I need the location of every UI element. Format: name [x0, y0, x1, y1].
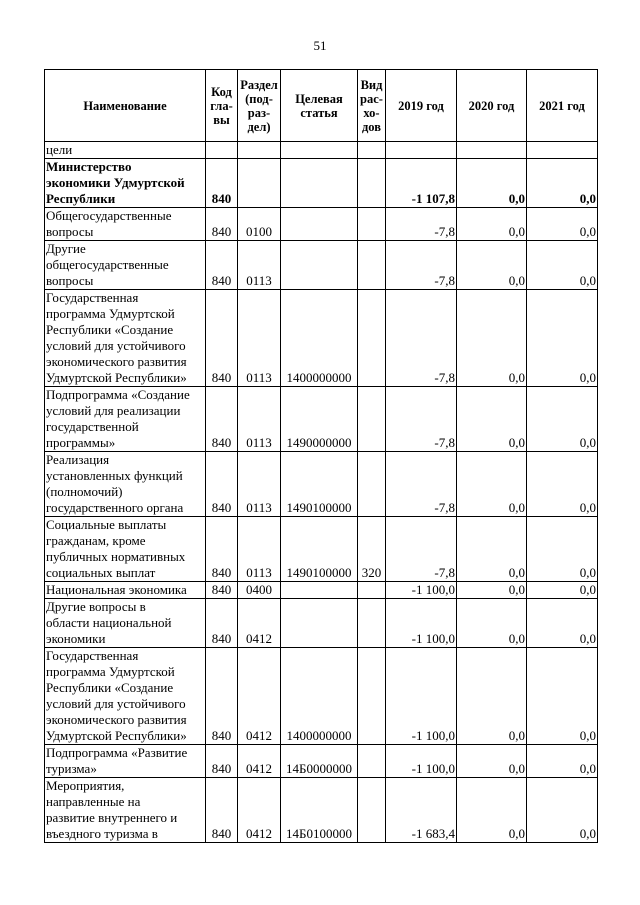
row-name-line: Республики «Создание	[46, 322, 174, 337]
cell-section: 0113	[238, 387, 281, 452]
cell-2021	[527, 142, 598, 159]
cell-2020: 0,0	[457, 648, 527, 745]
cell-2019: -1 100,0	[386, 582, 457, 599]
row-name-line: Подпрограмма «Создание	[46, 387, 190, 402]
cell-2021: 0,0	[527, 159, 598, 208]
row-name-line: Другие вопросы в	[46, 599, 146, 614]
cell-target: 1490100000	[281, 517, 358, 582]
cell-2021: 0,0	[527, 778, 598, 843]
table-row	[45, 517, 598, 582]
row-name-line: вопросы	[46, 224, 94, 239]
table-row	[45, 290, 598, 387]
cell-2019: -7,8	[386, 387, 457, 452]
row-name-line: Министерство	[46, 159, 132, 174]
cell-target: 1490100000	[281, 452, 358, 517]
cell-section: 0412	[238, 599, 281, 648]
cell-2019: -7,8	[386, 290, 457, 387]
cell-2019: -7,8	[386, 452, 457, 517]
cell-target	[281, 582, 358, 599]
cell-2020: 0,0	[457, 517, 527, 582]
cell-expense	[358, 241, 386, 290]
cell-expense	[358, 452, 386, 517]
cell-expense	[358, 159, 386, 208]
cell-2021: 0,0	[527, 208, 598, 241]
cell-code: 840	[206, 648, 238, 745]
cell-expense	[358, 599, 386, 648]
cell-section: 0113	[238, 452, 281, 517]
cell-2019	[386, 142, 457, 159]
row-name-line: развитие внутреннего и	[46, 810, 178, 825]
cell-2021: 0,0	[527, 648, 598, 745]
cell-2021: 0,0	[527, 387, 598, 452]
row-name	[45, 159, 206, 208]
row-name-line: Подпрограмма «Развитие	[46, 745, 188, 760]
cell-2021: 0,0	[527, 599, 598, 648]
cell-section	[238, 142, 281, 159]
cell-2020: 0,0	[457, 745, 527, 778]
cell-2019: -7,8	[386, 241, 457, 290]
row-name	[45, 648, 206, 745]
cell-code	[206, 142, 238, 159]
cell-2021: 0,0	[527, 241, 598, 290]
row-name-line: въездного туризма в	[46, 826, 158, 841]
cell-2021: 0,0	[527, 582, 598, 599]
cell-section: 0113	[238, 241, 281, 290]
cell-section: 0412	[238, 648, 281, 745]
cell-2019: -1 683,4	[386, 778, 457, 843]
cell-expense	[358, 290, 386, 387]
cell-section: 0100	[238, 208, 281, 241]
row-name-line: Общегосударственные	[46, 208, 172, 223]
cell-code: 840	[206, 582, 238, 599]
header-2020: 2020 год	[457, 70, 527, 142]
row-name	[45, 599, 206, 648]
row-name	[45, 745, 206, 778]
cell-2020: 0,0	[457, 778, 527, 843]
cell-code: 840	[206, 599, 238, 648]
row-name-line: Другие	[46, 241, 86, 256]
cell-expense	[358, 582, 386, 599]
row-name-line: экономического развития	[46, 712, 187, 727]
row-name-line: экономики	[46, 631, 106, 646]
table-row	[45, 241, 598, 290]
cell-2021: 0,0	[527, 517, 598, 582]
cell-2021: 0,0	[527, 452, 598, 517]
header-target: Целевая статья	[281, 70, 358, 142]
cell-expense	[358, 142, 386, 159]
row-name	[45, 387, 206, 452]
row-name	[45, 290, 206, 387]
row-name-line: направленные на	[46, 794, 141, 809]
cell-section	[238, 159, 281, 208]
table-row	[45, 648, 598, 745]
row-name-line: публичных нормативных	[46, 549, 186, 564]
row-name	[45, 208, 206, 241]
row-name-line: программы»	[46, 435, 116, 450]
row-name-line: Мероприятия,	[46, 778, 125, 793]
budget-body	[45, 142, 598, 843]
header-2019: 2019 год	[386, 70, 457, 142]
row-name-line: вопросы	[46, 273, 94, 288]
cell-2020: 0,0	[457, 290, 527, 387]
cell-code: 840	[206, 745, 238, 778]
row-name-line: экономического развития	[46, 354, 187, 369]
cell-target: 1400000000	[281, 648, 358, 745]
cell-target	[281, 159, 358, 208]
row-name-line: государственной	[46, 419, 139, 434]
cell-section: 0113	[238, 290, 281, 387]
table-row	[45, 208, 598, 241]
cell-code: 840	[206, 778, 238, 843]
cell-target: 1400000000	[281, 290, 358, 387]
table-row	[45, 387, 598, 452]
cell-section: 0113	[238, 517, 281, 582]
cell-2020: 0,0	[457, 452, 527, 517]
table-row	[45, 599, 598, 648]
cell-code: 840	[206, 241, 238, 290]
row-name-line: Республики	[46, 191, 116, 206]
cell-code: 840	[206, 387, 238, 452]
row-name-line: условий для устойчивого	[46, 696, 186, 711]
cell-code: 840	[206, 159, 238, 208]
row-name-line: социальных выплат	[46, 565, 156, 580]
cell-section: 0412	[238, 745, 281, 778]
row-name	[45, 142, 206, 159]
table-row	[45, 778, 598, 843]
row-name-line: Государственная	[46, 648, 139, 663]
cell-code: 840	[206, 290, 238, 387]
header-row	[45, 70, 598, 142]
cell-target	[281, 599, 358, 648]
row-name-line: (полномочий)	[46, 484, 123, 499]
cell-2020: 0,0	[457, 387, 527, 452]
header-code: Код гла- вы	[206, 70, 238, 142]
cell-2020: 0,0	[457, 582, 527, 599]
cell-target: 14Б0100000	[281, 778, 358, 843]
table-row	[45, 452, 598, 517]
header-2021: 2021 год	[527, 70, 598, 142]
header-expense: Вид рас- хо- дов	[358, 70, 386, 142]
cell-2019: -1 107,8	[386, 159, 457, 208]
row-name-line: Социальные выплаты	[46, 517, 167, 532]
row-name-line: экономики Удмуртской	[46, 175, 185, 190]
row-name-line: программа Удмуртской	[46, 306, 175, 321]
cell-expense	[358, 778, 386, 843]
cell-2020	[457, 142, 527, 159]
row-name-line: общегосударственные	[46, 257, 169, 272]
row-name-line: условий для устойчивого	[46, 338, 186, 353]
row-name-line: государственного органа	[46, 500, 184, 515]
row-name-line: Республики «Создание	[46, 680, 174, 695]
table-row	[45, 582, 598, 599]
table-row	[45, 745, 598, 778]
row-name	[45, 778, 206, 843]
cell-2019: -7,8	[386, 517, 457, 582]
row-name-line: Удмуртской Республики»	[46, 370, 187, 385]
cell-expense	[358, 387, 386, 452]
cell-expense	[358, 745, 386, 778]
cell-2019: -1 100,0	[386, 648, 457, 745]
cell-code: 840	[206, 208, 238, 241]
cell-section: 0412	[238, 778, 281, 843]
cell-2019: -1 100,0	[386, 599, 457, 648]
row-name	[45, 452, 206, 517]
cell-2019: -7,8	[386, 208, 457, 241]
cell-code: 840	[206, 517, 238, 582]
cell-expense: 320	[358, 517, 386, 582]
row-name	[45, 517, 206, 582]
page-number: 51	[313, 38, 327, 53]
cell-2020: 0,0	[457, 241, 527, 290]
row-name-line: гражданам, кроме	[46, 533, 146, 548]
cell-2021: 0,0	[527, 745, 598, 778]
cell-target: 1490000000	[281, 387, 358, 452]
table-row	[45, 142, 598, 159]
row-name	[45, 582, 206, 599]
budget-table	[44, 69, 598, 843]
row-name-line: программа Удмуртской	[46, 664, 175, 679]
row-name-line: установленных функций	[46, 468, 183, 483]
row-name-line: Национальная экономика	[46, 582, 187, 597]
row-name-line: Удмуртской Республики»	[46, 728, 187, 743]
header-name: Наименование	[45, 70, 206, 142]
row-name-line: туризма»	[46, 761, 97, 776]
cell-2020: 0,0	[457, 159, 527, 208]
cell-expense	[358, 208, 386, 241]
cell-2020: 0,0	[457, 599, 527, 648]
cell-code: 840	[206, 452, 238, 517]
row-name-line: области национальной	[46, 615, 172, 630]
cell-expense	[358, 648, 386, 745]
header-section: Раздел (под- раз- дел)	[238, 70, 281, 142]
row-name-line: Реализация	[46, 452, 110, 467]
row-name-line: цели	[46, 142, 73, 157]
cell-target: 14Б0000000	[281, 745, 358, 778]
row-name-line: условий для реализации	[46, 403, 181, 418]
cell-2019: -1 100,0	[386, 745, 457, 778]
table-row	[45, 159, 598, 208]
cell-section: 0400	[238, 582, 281, 599]
cell-target	[281, 208, 358, 241]
cell-2020: 0,0	[457, 208, 527, 241]
cell-2021: 0,0	[527, 290, 598, 387]
row-name	[45, 241, 206, 290]
cell-target	[281, 241, 358, 290]
cell-target	[281, 142, 358, 159]
row-name-line: Государственная	[46, 290, 139, 305]
